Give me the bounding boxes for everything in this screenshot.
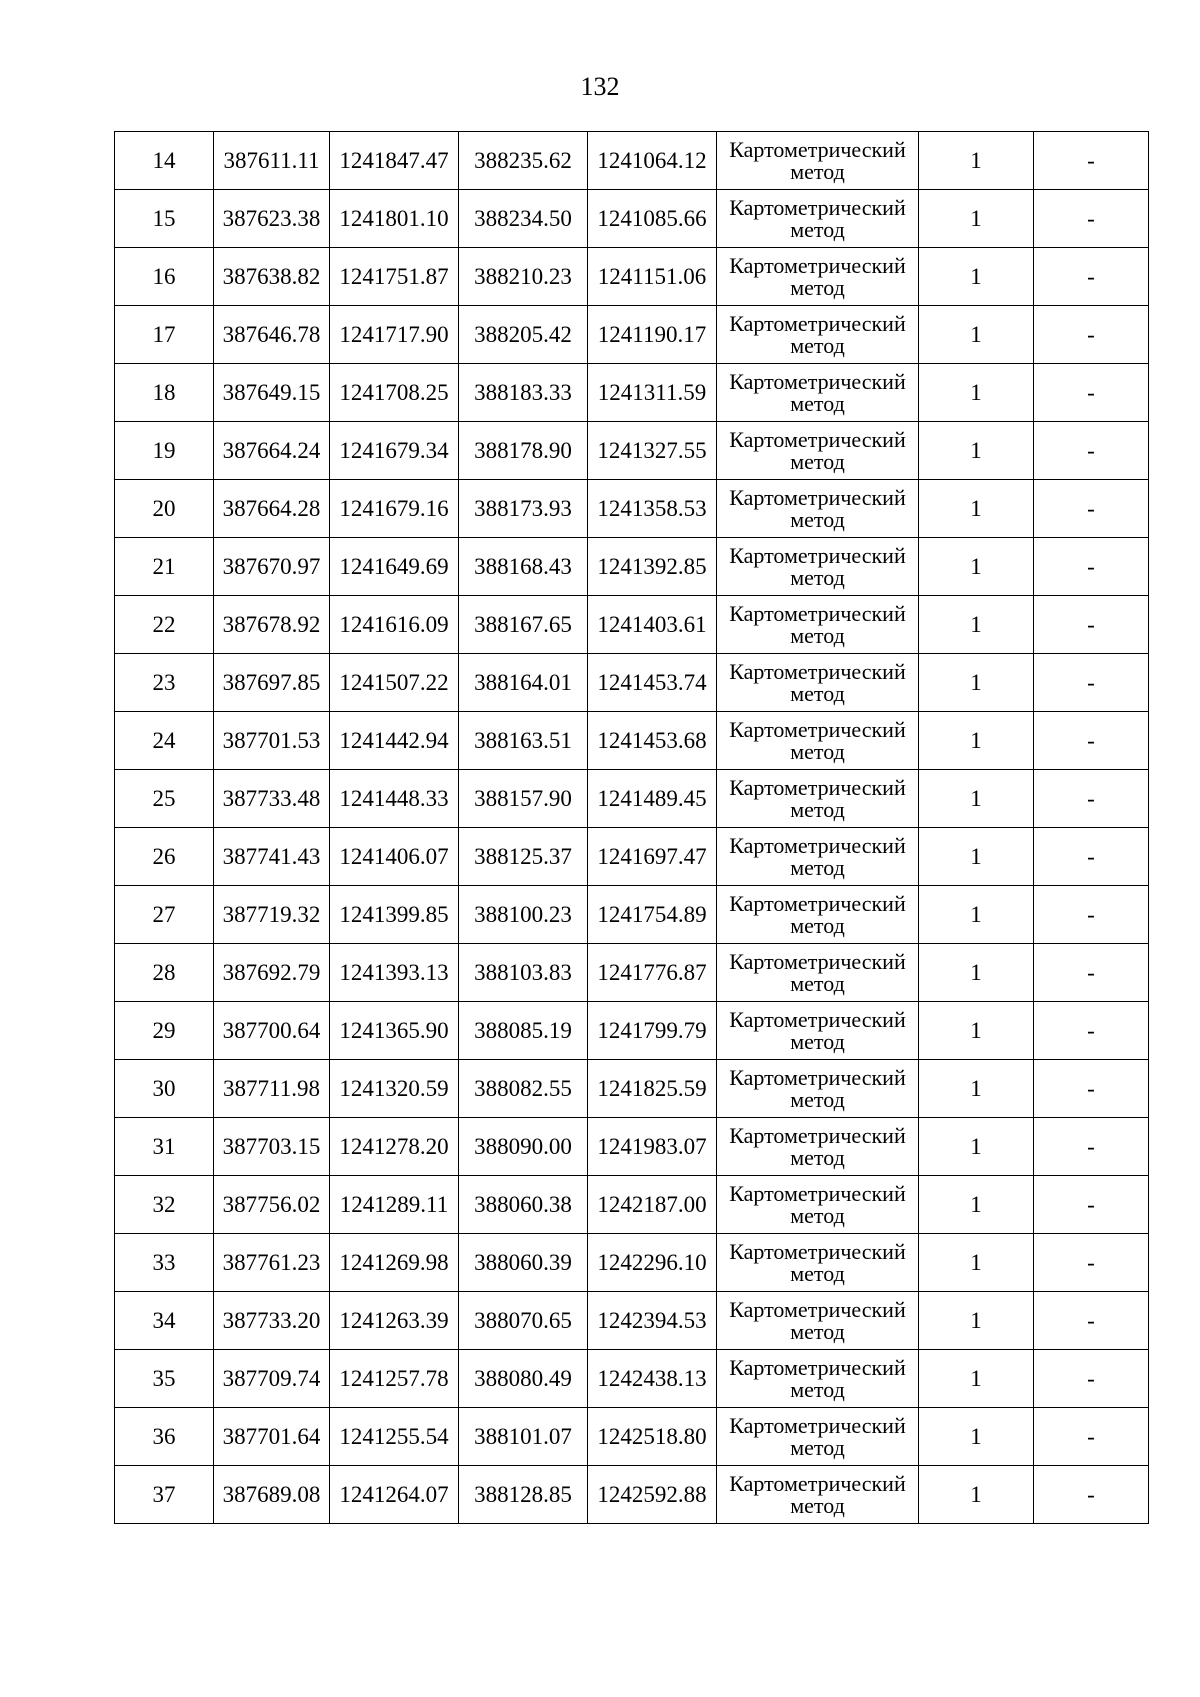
cell-accuracy: 1 <box>919 1060 1034 1118</box>
cell-point-number: 32 <box>115 1176 214 1234</box>
cell-x1: 387733.48 <box>214 770 330 828</box>
cell-note: - <box>1034 1002 1149 1060</box>
cell-accuracy: 1 <box>919 1350 1034 1408</box>
cell-method <box>717 886 919 944</box>
cell-note: - <box>1034 886 1149 944</box>
cell-x1: 387678.92 <box>214 596 330 654</box>
cell-accuracy: 1 <box>919 1002 1034 1060</box>
cell-x1: 387741.43 <box>214 828 330 886</box>
cell-y1: 1241616.09 <box>330 596 459 654</box>
cell-x2: 388090.00 <box>459 1118 588 1176</box>
method-line-1: Картометрический <box>729 1238 906 1264</box>
cell-accuracy: 1 <box>919 944 1034 1002</box>
cell-point-number: 35 <box>115 1350 214 1408</box>
cell-method <box>717 1176 919 1234</box>
method-line-2: метод <box>790 274 845 300</box>
cell-point-number: 22 <box>115 596 214 654</box>
cell-accuracy: 1 <box>919 1292 1034 1350</box>
cell-note: - <box>1034 1060 1149 1118</box>
cell-method <box>717 1466 919 1524</box>
cell-y1: 1241255.54 <box>330 1408 459 1466</box>
coordinates-table <box>114 131 1149 1524</box>
cell-note: - <box>1034 944 1149 1002</box>
cell-y2: 1241453.68 <box>588 712 717 770</box>
method-line-1: Картометрический <box>729 1470 906 1496</box>
method-line-2: метод <box>790 1492 845 1518</box>
table-row <box>115 1002 1149 1060</box>
cell-y1: 1241679.16 <box>330 480 459 538</box>
method-line-2: метод <box>790 1260 845 1286</box>
cell-x1: 387700.64 <box>214 1002 330 1060</box>
cell-x2: 388082.55 <box>459 1060 588 1118</box>
cell-x2: 388173.93 <box>459 480 588 538</box>
cell-note: - <box>1034 480 1149 538</box>
cell-point-number: 24 <box>115 712 214 770</box>
cell-method <box>717 1118 919 1176</box>
cell-x2: 388103.83 <box>459 944 588 1002</box>
method-line-2: метод <box>790 1376 845 1402</box>
cell-x1: 387692.79 <box>214 944 330 1002</box>
cell-method <box>717 248 919 306</box>
method-line-1: Картометрический <box>729 1006 906 1032</box>
method-line-1: Картометрический <box>729 1412 906 1438</box>
method-line-2: метод <box>790 680 845 706</box>
method-line-2: метод <box>790 448 845 474</box>
cell-y2: 1242296.10 <box>588 1234 717 1292</box>
table-row <box>115 1408 1149 1466</box>
cell-x1: 387697.85 <box>214 654 330 712</box>
cell-x1: 387703.15 <box>214 1118 330 1176</box>
method-line-2: метод <box>790 564 845 590</box>
cell-y2: 1242394.53 <box>588 1292 717 1350</box>
method-line-2: метод <box>790 1202 845 1228</box>
cell-x2: 388070.65 <box>459 1292 588 1350</box>
table-row <box>115 770 1149 828</box>
cell-x1: 387623.38 <box>214 190 330 248</box>
method-line-1: Картометрический <box>729 1122 906 1148</box>
cell-y2: 1241311.59 <box>588 364 717 422</box>
cell-method <box>717 1002 919 1060</box>
cell-x2: 388080.49 <box>459 1350 588 1408</box>
table-row <box>115 1234 1149 1292</box>
cell-y1: 1241257.78 <box>330 1350 459 1408</box>
table-row <box>115 364 1149 422</box>
cell-method <box>717 1292 919 1350</box>
cell-y2: 1241754.89 <box>588 886 717 944</box>
cell-x1: 387649.15 <box>214 364 330 422</box>
cell-y2: 1241453.74 <box>588 654 717 712</box>
cell-y2: 1242592.88 <box>588 1466 717 1524</box>
method-line-2: метод <box>790 622 845 648</box>
cell-method <box>717 828 919 886</box>
cell-note: - <box>1034 1408 1149 1466</box>
table-row <box>115 190 1149 248</box>
cell-method <box>717 364 919 422</box>
cell-x1: 387664.28 <box>214 480 330 538</box>
cell-point-number: 15 <box>115 190 214 248</box>
cell-y2: 1241825.59 <box>588 1060 717 1118</box>
cell-x1: 387701.64 <box>214 1408 330 1466</box>
cell-accuracy: 1 <box>919 480 1034 538</box>
cell-method <box>717 538 919 596</box>
cell-x2: 388164.01 <box>459 654 588 712</box>
cell-note: - <box>1034 1350 1149 1408</box>
cell-point-number: 16 <box>115 248 214 306</box>
table-row <box>115 1176 1149 1234</box>
cell-note: - <box>1034 132 1149 190</box>
table-row <box>115 538 1149 596</box>
cell-y1: 1241507.22 <box>330 654 459 712</box>
cell-x2: 388101.07 <box>459 1408 588 1466</box>
cell-note: - <box>1034 770 1149 828</box>
cell-y1: 1241717.90 <box>330 306 459 364</box>
cell-x2: 388163.51 <box>459 712 588 770</box>
cell-method <box>717 770 919 828</box>
cell-accuracy: 1 <box>919 1408 1034 1466</box>
cell-y2: 1242438.13 <box>588 1350 717 1408</box>
cell-note: - <box>1034 1234 1149 1292</box>
method-line-1: Картометрический <box>729 716 906 742</box>
method-line-2: метод <box>790 854 845 880</box>
cell-y2: 1241392.85 <box>588 538 717 596</box>
cell-point-number: 14 <box>115 132 214 190</box>
table-row <box>115 306 1149 364</box>
cell-accuracy: 1 <box>919 1176 1034 1234</box>
cell-accuracy: 1 <box>919 828 1034 886</box>
cell-note: - <box>1034 190 1149 248</box>
cell-note: - <box>1034 1118 1149 1176</box>
method-line-1: Картометрический <box>729 194 906 220</box>
cell-point-number: 29 <box>115 1002 214 1060</box>
cell-accuracy: 1 <box>919 422 1034 480</box>
cell-x1: 387638.82 <box>214 248 330 306</box>
cell-note: - <box>1034 248 1149 306</box>
cell-method <box>717 306 919 364</box>
cell-x2: 388100.23 <box>459 886 588 944</box>
cell-x1: 387664.24 <box>214 422 330 480</box>
cell-y2: 1242518.80 <box>588 1408 717 1466</box>
method-line-1: Картометрический <box>729 890 906 916</box>
cell-y1: 1241365.90 <box>330 1002 459 1060</box>
cell-method <box>717 190 919 248</box>
cell-y2: 1241489.45 <box>588 770 717 828</box>
method-line-1: Картометрический <box>729 252 906 278</box>
cell-note: - <box>1034 422 1149 480</box>
cell-note: - <box>1034 364 1149 422</box>
cell-x2: 388167.65 <box>459 596 588 654</box>
cell-note: - <box>1034 712 1149 770</box>
cell-y1: 1241679.34 <box>330 422 459 480</box>
cell-y2: 1241064.12 <box>588 132 717 190</box>
cell-y2: 1241085.66 <box>588 190 717 248</box>
cell-y2: 1241983.07 <box>588 1118 717 1176</box>
table-row <box>115 596 1149 654</box>
method-line-1: Картометрический <box>729 542 906 568</box>
cell-note: - <box>1034 596 1149 654</box>
cell-x1: 387689.08 <box>214 1466 330 1524</box>
cell-accuracy: 1 <box>919 364 1034 422</box>
method-line-1: Картометрический <box>729 1180 906 1206</box>
cell-accuracy: 1 <box>919 712 1034 770</box>
table-row <box>115 886 1149 944</box>
cell-x1: 387611.11 <box>214 132 330 190</box>
cell-y1: 1241393.13 <box>330 944 459 1002</box>
cell-y1: 1241406.07 <box>330 828 459 886</box>
table-row <box>115 944 1149 1002</box>
method-line-2: метод <box>790 216 845 242</box>
cell-x2: 388128.85 <box>459 1466 588 1524</box>
method-line-1: Картометрический <box>729 310 906 336</box>
cell-accuracy: 1 <box>919 248 1034 306</box>
cell-x1: 387709.74 <box>214 1350 330 1408</box>
cell-note: - <box>1034 654 1149 712</box>
cell-y1: 1241278.20 <box>330 1118 459 1176</box>
cell-note: - <box>1034 306 1149 364</box>
table-row <box>115 1466 1149 1524</box>
table-row <box>115 1118 1149 1176</box>
cell-x1: 387711.98 <box>214 1060 330 1118</box>
method-line-1: Картометрический <box>729 136 906 162</box>
table-row <box>115 422 1149 480</box>
cell-note: - <box>1034 828 1149 886</box>
cell-accuracy: 1 <box>919 886 1034 944</box>
cell-x2: 388125.37 <box>459 828 588 886</box>
cell-x2: 388205.42 <box>459 306 588 364</box>
cell-x2: 388210.23 <box>459 248 588 306</box>
cell-point-number: 31 <box>115 1118 214 1176</box>
method-line-2: метод <box>790 912 845 938</box>
cell-accuracy: 1 <box>919 596 1034 654</box>
cell-x1: 387646.78 <box>214 306 330 364</box>
cell-note: - <box>1034 1176 1149 1234</box>
method-line-2: метод <box>790 796 845 822</box>
cell-x1: 387701.53 <box>214 712 330 770</box>
cell-y2: 1241776.87 <box>588 944 717 1002</box>
cell-method <box>717 654 919 712</box>
cell-x2: 388060.39 <box>459 1234 588 1292</box>
method-line-2: метод <box>790 506 845 532</box>
method-line-1: Картометрический <box>729 1354 906 1380</box>
method-line-2: метод <box>790 1144 845 1170</box>
cell-accuracy: 1 <box>919 1118 1034 1176</box>
cell-method <box>717 422 919 480</box>
cell-y2: 1241403.61 <box>588 596 717 654</box>
cell-point-number: 23 <box>115 654 214 712</box>
cell-y1: 1241399.85 <box>330 886 459 944</box>
cell-method <box>717 480 919 538</box>
cell-point-number: 20 <box>115 480 214 538</box>
cell-x2: 388178.90 <box>459 422 588 480</box>
method-line-1: Картометрический <box>729 774 906 800</box>
cell-y2: 1242187.00 <box>588 1176 717 1234</box>
cell-y1: 1241708.25 <box>330 364 459 422</box>
cell-note: - <box>1034 1292 1149 1350</box>
cell-x1: 387756.02 <box>214 1176 330 1234</box>
method-line-1: Картометрический <box>729 426 906 452</box>
table-row <box>115 1292 1149 1350</box>
cell-y2: 1241190.17 <box>588 306 717 364</box>
method-line-1: Картометрический <box>729 948 906 974</box>
cell-method <box>717 596 919 654</box>
cell-point-number: 34 <box>115 1292 214 1350</box>
cell-y1: 1241649.69 <box>330 538 459 596</box>
cell-accuracy: 1 <box>919 538 1034 596</box>
cell-y1: 1241448.33 <box>330 770 459 828</box>
cell-y1: 1241801.10 <box>330 190 459 248</box>
cell-accuracy: 1 <box>919 1234 1034 1292</box>
cell-x2: 388060.38 <box>459 1176 588 1234</box>
cell-point-number: 37 <box>115 1466 214 1524</box>
cell-y2: 1241151.06 <box>588 248 717 306</box>
method-line-2: метод <box>790 738 845 764</box>
cell-y2: 1241799.79 <box>588 1002 717 1060</box>
page-number: 132 <box>580 72 620 101</box>
cell-point-number: 19 <box>115 422 214 480</box>
cell-x2: 388168.43 <box>459 538 588 596</box>
cell-point-number: 30 <box>115 1060 214 1118</box>
cell-point-number: 36 <box>115 1408 214 1466</box>
method-line-2: метод <box>790 1028 845 1054</box>
method-line-2: метод <box>790 1318 845 1344</box>
cell-x1: 387719.32 <box>214 886 330 944</box>
cell-x2: 388235.62 <box>459 132 588 190</box>
cell-x1: 387733.20 <box>214 1292 330 1350</box>
table-row <box>115 480 1149 538</box>
method-line-1: Картометрический <box>729 658 906 684</box>
table-row <box>115 1350 1149 1408</box>
table-row <box>115 654 1149 712</box>
cell-x1: 387761.23 <box>214 1234 330 1292</box>
table-row <box>115 132 1149 190</box>
cell-x2: 388085.19 <box>459 1002 588 1060</box>
cell-y1: 1241751.87 <box>330 248 459 306</box>
cell-y1: 1241320.59 <box>330 1060 459 1118</box>
method-line-1: Картометрический <box>729 1296 906 1322</box>
cell-accuracy: 1 <box>919 190 1034 248</box>
cell-note: - <box>1034 1466 1149 1524</box>
cell-point-number: 21 <box>115 538 214 596</box>
cell-accuracy: 1 <box>919 1466 1034 1524</box>
cell-y1: 1241442.94 <box>330 712 459 770</box>
method-line-2: метод <box>790 390 845 416</box>
cell-accuracy: 1 <box>919 770 1034 828</box>
cell-y1: 1241847.47 <box>330 132 459 190</box>
method-line-2: метод <box>790 970 845 996</box>
method-line-1: Картометрический <box>729 1064 906 1090</box>
cell-point-number: 18 <box>115 364 214 422</box>
table-row <box>115 1060 1149 1118</box>
cell-y1: 1241269.98 <box>330 1234 459 1292</box>
method-line-2: метод <box>790 1086 845 1112</box>
cell-y1: 1241263.39 <box>330 1292 459 1350</box>
method-line-1: Картометрический <box>729 600 906 626</box>
cell-y1: 1241264.07 <box>330 1466 459 1524</box>
cell-point-number: 26 <box>115 828 214 886</box>
cell-method <box>717 1234 919 1292</box>
cell-point-number: 17 <box>115 306 214 364</box>
cell-accuracy: 1 <box>919 654 1034 712</box>
cell-point-number: 25 <box>115 770 214 828</box>
cell-method <box>717 132 919 190</box>
cell-point-number: 28 <box>115 944 214 1002</box>
cell-x1: 387670.97 <box>214 538 330 596</box>
method-line-1: Картометрический <box>729 832 906 858</box>
cell-x2: 388183.33 <box>459 364 588 422</box>
cell-method <box>717 1060 919 1118</box>
cell-point-number: 33 <box>115 1234 214 1292</box>
table-body <box>115 132 1149 1524</box>
cell-accuracy: 1 <box>919 306 1034 364</box>
method-line-1: Картометрический <box>729 484 906 510</box>
table-row <box>115 828 1149 886</box>
method-line-2: метод <box>790 158 845 184</box>
cell-x2: 388157.90 <box>459 770 588 828</box>
method-line-1: Картометрический <box>729 368 906 394</box>
cell-y2: 1241697.47 <box>588 828 717 886</box>
cell-y1: 1241289.11 <box>330 1176 459 1234</box>
cell-x2: 388234.50 <box>459 190 588 248</box>
cell-method <box>717 712 919 770</box>
cell-method <box>717 1350 919 1408</box>
cell-y2: 1241327.55 <box>588 422 717 480</box>
method-line-2: метод <box>790 332 845 358</box>
cell-method <box>717 944 919 1002</box>
cell-note: - <box>1034 538 1149 596</box>
table-row <box>115 248 1149 306</box>
cell-point-number: 27 <box>115 886 214 944</box>
table-row <box>115 712 1149 770</box>
cell-accuracy: 1 <box>919 132 1034 190</box>
cell-method <box>717 1408 919 1466</box>
method-line-2: метод <box>790 1434 845 1460</box>
cell-y2: 1241358.53 <box>588 480 717 538</box>
